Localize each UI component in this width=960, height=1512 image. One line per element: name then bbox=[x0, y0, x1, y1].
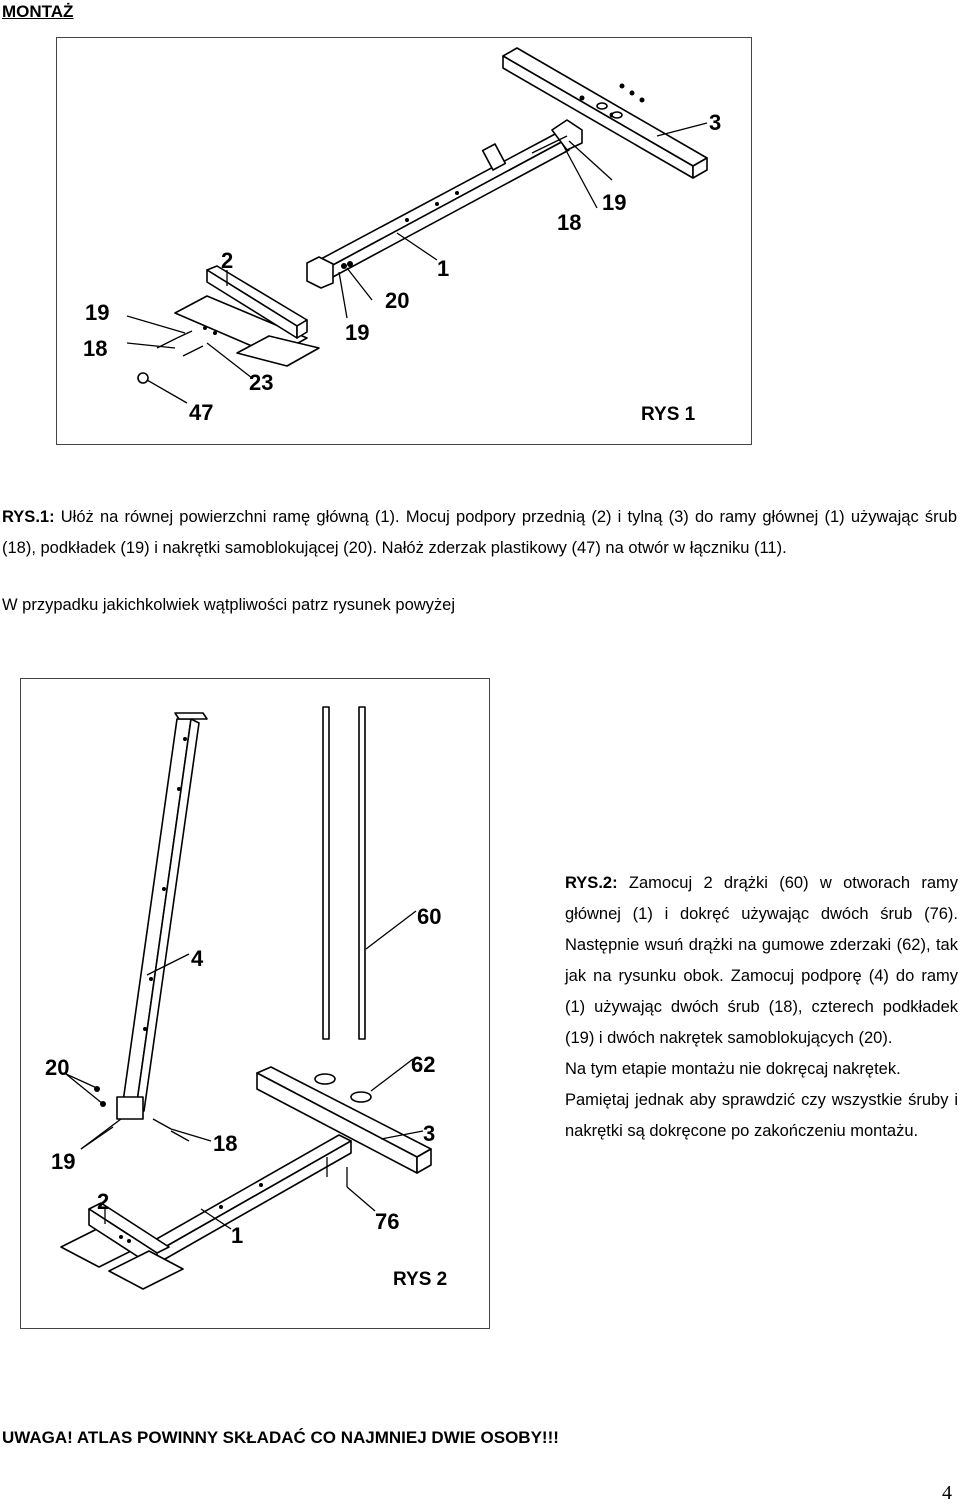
page-number: 4 bbox=[942, 1482, 952, 1504]
front-support-part-2 bbox=[175, 266, 319, 366]
callout-19-front: 19 bbox=[85, 300, 110, 325]
callout-19: 19 bbox=[602, 190, 627, 215]
assembly-warning: UWAGA! ATLAS POWINNY SKŁADAĆ CO NAJMNIEJ DWIE OSOBY!!! bbox=[2, 1428, 559, 1447]
main-frame-part-1 bbox=[139, 1135, 351, 1267]
callout-2: 2 bbox=[221, 248, 234, 273]
callout-3: 3 bbox=[423, 1121, 436, 1146]
callout-23: 23 bbox=[249, 370, 274, 395]
instruction-rys2-check: Pamiętaj jednak aby sprawdzić czy wszystkie śruby i nakrętki są dokręcone po zakończeniu montażu. bbox=[565, 1091, 958, 1140]
front-support-part-2 bbox=[61, 1203, 183, 1289]
instruction-rys2-text: Zamocuj 2 drążki (60) w otworach ramy głównej (1) i dokręć używając dwóch śrub (76). Następnie wsuń drążki na gumowe zderzaki (62), tak jak na rysunku obok. Zamocuj podporę (4) do ramy (1) używając dwóch śrub (18), czterech podkładek (19) i dwóch nakrętek samoblokujących (20). bbox=[565, 874, 958, 1047]
instruction-rys1-ref: RYS.1: bbox=[2, 508, 55, 526]
callout-76: 76 bbox=[375, 1209, 400, 1234]
callout-18: 18 bbox=[213, 1131, 238, 1156]
support-part-4 bbox=[117, 713, 207, 1119]
figure-2-drawing bbox=[21, 679, 491, 1330]
callout-19: 19 bbox=[51, 1149, 76, 1174]
callout-4: 4 bbox=[191, 946, 204, 971]
figure-2 bbox=[20, 678, 490, 1329]
instruction-rys2-warning: Na tym etapie montażu nie dokręcaj nakrętek. bbox=[565, 1060, 901, 1078]
figure-1-label: RYS 1 bbox=[641, 404, 696, 425]
instruction-rys1-note: W przypadku jakichkolwiek wątpliwości patrz rysunek powyżej bbox=[2, 596, 456, 614]
callout-62: 62 bbox=[411, 1052, 436, 1077]
figure-1-drawing bbox=[57, 38, 753, 446]
instruction-rys2 bbox=[565, 868, 958, 1147]
instruction-rys2-ref: RYS.2: bbox=[565, 874, 618, 892]
instruction-rys1 bbox=[2, 502, 957, 564]
callout-60: 60 bbox=[417, 904, 442, 929]
callout-18: 18 bbox=[557, 210, 582, 235]
figure-2-label: RYS 2 bbox=[393, 1269, 448, 1290]
callout-1: 1 bbox=[437, 256, 450, 281]
callout-20: 20 bbox=[385, 288, 410, 313]
callout-19-frame: 19 bbox=[345, 320, 370, 345]
callout-20: 20 bbox=[45, 1055, 70, 1080]
rods-part-60 bbox=[323, 707, 365, 1039]
callout-18-front: 18 bbox=[83, 336, 108, 361]
page-heading: MONTAŻ bbox=[2, 2, 74, 21]
callout-1: 1 bbox=[231, 1223, 244, 1248]
callout-47: 47 bbox=[189, 400, 214, 425]
callout-2: 2 bbox=[97, 1189, 110, 1214]
figure-1 bbox=[56, 37, 752, 445]
instruction-rys1-text: Ułóż na równej powierzchni ramę główną (1). Mocuj podpory przednią (2) i tylną (3) do ramy głównej (1) używając śrub (18), podkładek (19) i nakrętki samoblokującej (20). Nałóż zderzak plastikowy (47) na otwór w łączniku (11). bbox=[2, 508, 957, 557]
callout-3: 3 bbox=[709, 110, 722, 135]
